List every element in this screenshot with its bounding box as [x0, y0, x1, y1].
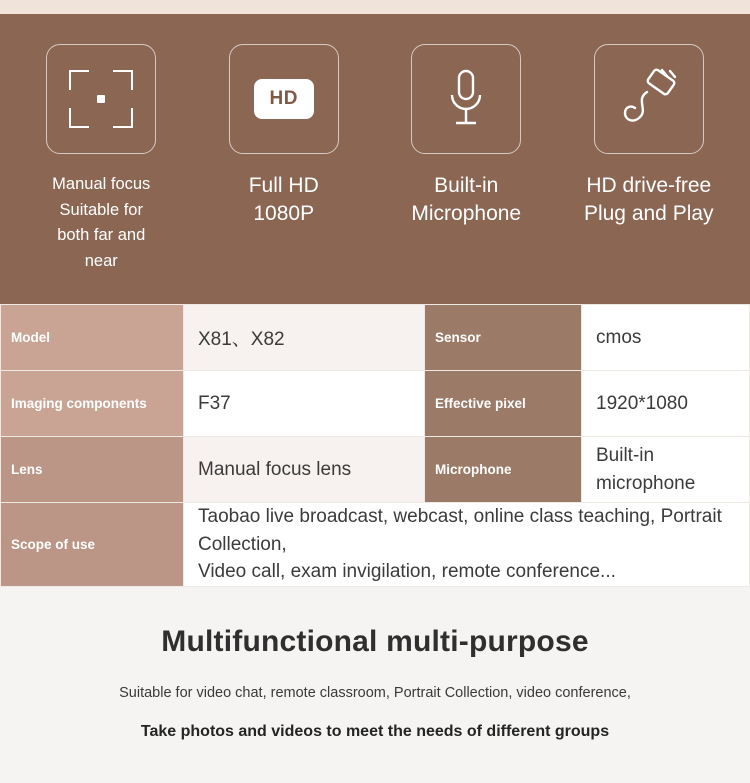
spec-table	[0, 304, 750, 587]
hd-icon-box	[229, 44, 339, 154]
caption-line: Plug and Play	[583, 202, 714, 226]
bottom-subtitle-1: Suitable for video chat, remote classroom, Portrait Collection, video conference,	[119, 684, 631, 701]
feature-full-hd	[204, 32, 364, 274]
feature-plug-and-play	[569, 32, 729, 274]
scope-line-1: Taobao live broadcast, webcast, online class teaching, Portrait Collection,	[198, 506, 722, 555]
bottom-section	[0, 587, 750, 783]
scope-line-2: Video call, exam invigilation, remote conference...	[198, 561, 616, 583]
feature-band	[0, 14, 750, 304]
table-row-scope	[1, 503, 750, 587]
microphone-icon	[443, 66, 489, 132]
table-row	[1, 371, 750, 437]
caption-line: near	[84, 251, 118, 270]
spec-value-effective-pixel: 1920*1080	[582, 371, 750, 437]
feature-row	[0, 32, 750, 274]
caption-line: HD drive-free	[586, 174, 712, 197]
spec-label-imaging-components: Imaging components	[1, 371, 184, 437]
hd-badge-icon: HD	[254, 79, 314, 119]
bottom-subtitle-2: Take photos and videos to meet the needs of different groups	[140, 722, 610, 740]
focus-frame-icon	[69, 70, 133, 128]
spec-value-model: X81、X82	[184, 305, 425, 371]
spec-label-sensor: Sensor	[425, 305, 582, 371]
spec-label-model: Model	[1, 305, 184, 371]
table-row	[1, 305, 750, 371]
caption-line: Suitable for	[59, 200, 143, 219]
spec-label-effective-pixel: Effective pixel	[425, 371, 582, 437]
focus-icon-box	[46, 44, 156, 154]
spec-value-scope-of-use	[184, 503, 750, 587]
top-strip	[0, 0, 750, 14]
feature-full-hd-caption	[204, 172, 364, 229]
microphone-icon-box	[411, 44, 521, 154]
usb-plug-cable-icon	[613, 68, 685, 130]
spec-value-lens: Manual focus lens	[184, 437, 425, 503]
feature-manual-focus	[21, 32, 181, 274]
feature-microphone	[386, 32, 546, 274]
spec-value-imaging-components: F37	[184, 371, 425, 437]
caption-line: 1080P	[253, 202, 315, 226]
feature-plug-and-play-caption	[569, 172, 729, 229]
table-row	[1, 437, 750, 503]
caption-line: Microphone	[411, 202, 522, 226]
spec-value-sensor: cmos	[582, 305, 750, 371]
feature-microphone-caption	[386, 172, 546, 229]
caption-line: Full HD	[248, 174, 319, 197]
bottom-heading: Multifunctional multi-purpose	[161, 624, 589, 658]
spec-label-scope-of-use: Scope of use	[1, 503, 184, 587]
spec-label-microphone: Microphone	[425, 437, 582, 503]
caption-line: Manual focus	[52, 175, 151, 193]
spec-value-microphone: Built-in microphone	[582, 437, 750, 503]
spec-label-lens: Lens	[1, 437, 184, 503]
caption-line: both far and	[57, 226, 146, 245]
feature-manual-focus-caption	[21, 172, 181, 274]
usb-icon-box	[594, 44, 704, 154]
caption-line: Built-in	[434, 174, 499, 197]
